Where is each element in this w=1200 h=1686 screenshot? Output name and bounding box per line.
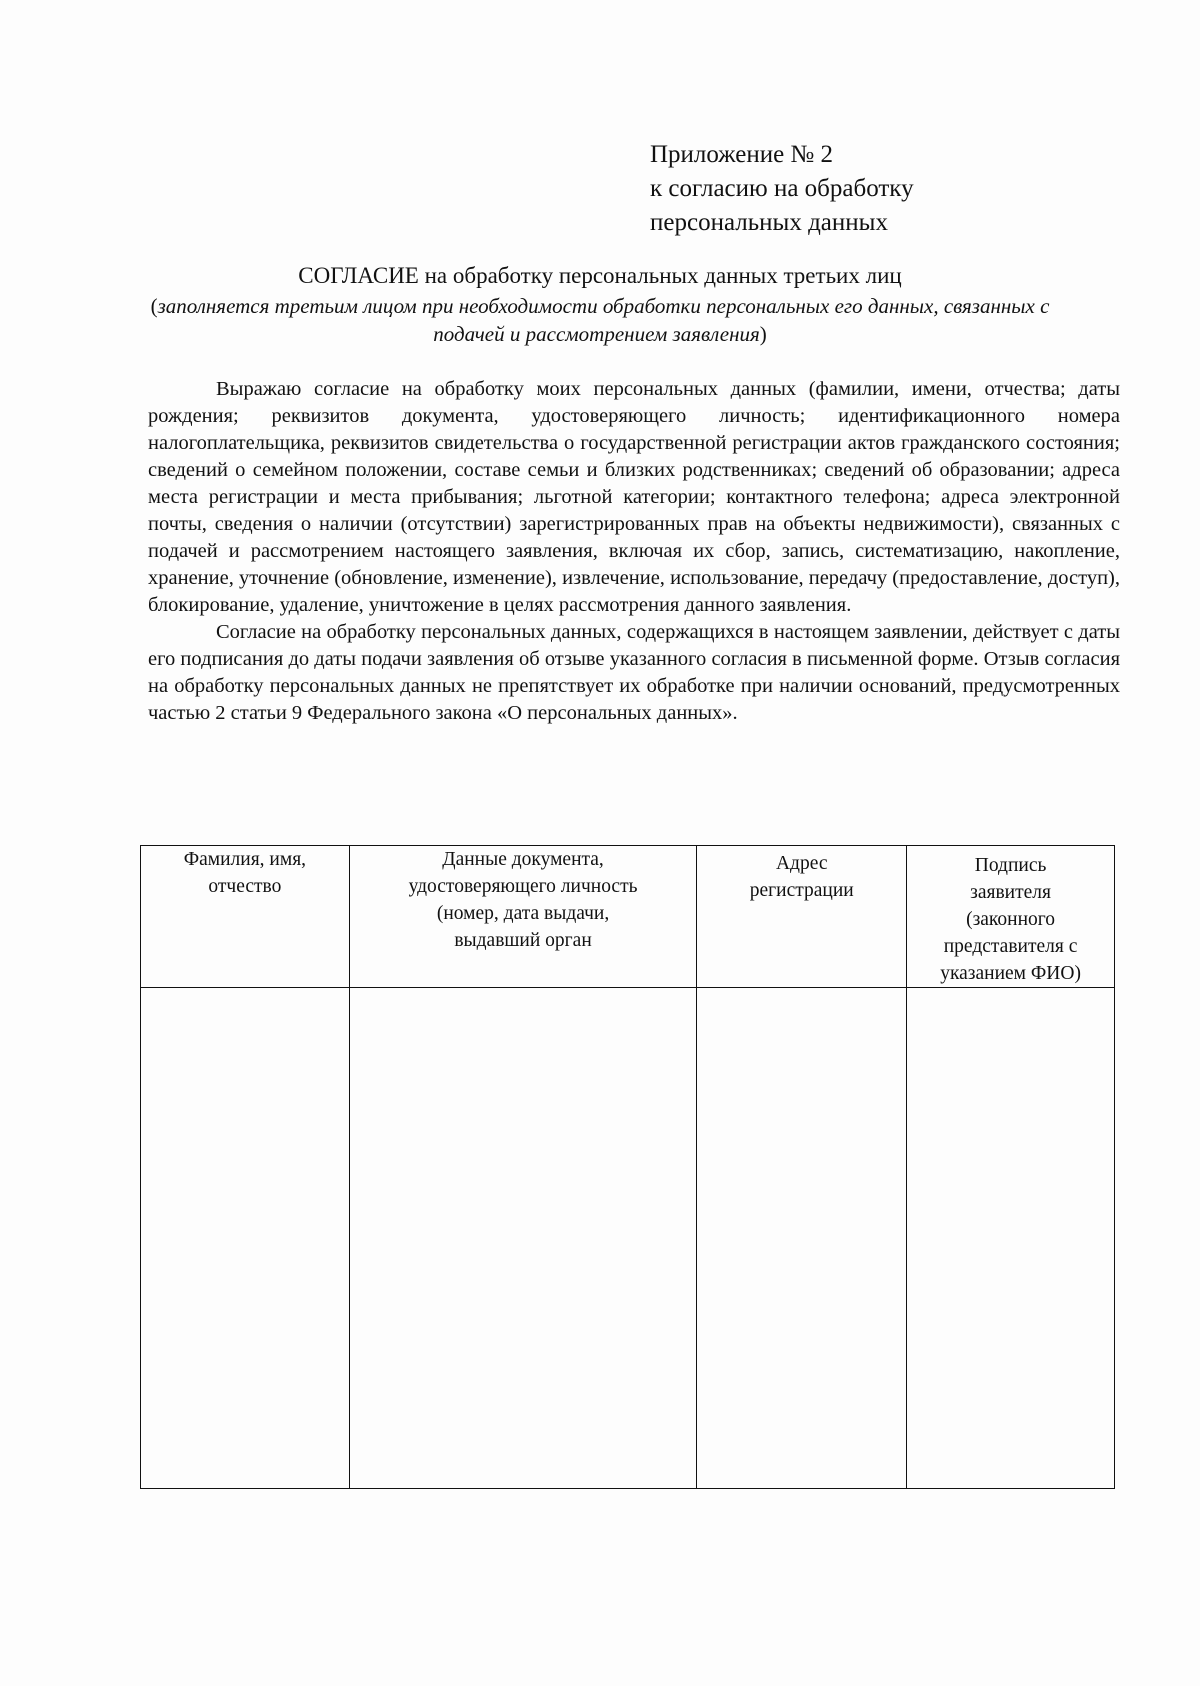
consent-table xyxy=(140,845,1115,1489)
appendix-line-2: к согласию на обработку xyxy=(650,175,914,202)
appendix-note xyxy=(650,138,914,240)
cell-signature[interactable] xyxy=(907,988,1115,1489)
subtitle-close-paren: ) xyxy=(759,322,767,346)
appendix-line-3: персональных данных xyxy=(650,209,888,236)
document-title: СОГЛАСИЕ на обработку персональных данных третьих лиц xyxy=(298,263,902,288)
cell-full-name[interactable] xyxy=(141,988,350,1489)
table-row xyxy=(141,988,1115,1489)
header-identity-document-text: Данные документа, удостоверяющего личность (номер, дата выдачи, выдавший орган xyxy=(408,849,638,951)
header-registration-address xyxy=(697,846,907,988)
header-signature-text: Подпись заявителя (законного представителя с указанием ФИО) xyxy=(940,855,1081,984)
appendix-line-1: Приложение № 2 xyxy=(650,141,834,168)
subtitle-italic-text: заполняется третьим лицом при необходимости обработки персональных его данных, связанных с подачей и рассмотрением заявления xyxy=(157,294,1050,346)
consent-paragraph-1: Выражаю согласие на обработку моих персональных данных (фамилии, имени, отчества; даты рождения; реквизитов документа, удостоверяющего личность; идентификационного номера налогоплательщика, реквизитов свидетельства о государственной регистрации актов гражданского состояния; сведений о семейном положении, составе семьи и близких родственниках; сведений об образовании; адреса места регистрации и места прибывания; льготной категории; контактного телефона; адреса электронной почты, сведения о наличии (отсутствии) зарегистрированных прав на объекты недвижимости), связанных с подачей и рассмотрением настоящего заявления, включая их сбор, запись, систематизацию, накопление, хранение, уточнение (обновление, изменение), извлечение, использование, передачу (предоставление, доступ), блокирование, удаление, уничтожение в целях рассмотрения данного заявления. xyxy=(148,378,1120,616)
table-header-row xyxy=(141,846,1115,988)
header-identity-document xyxy=(349,846,697,988)
header-registration-address-text: Адрес регистрации xyxy=(749,853,854,901)
cell-registration-address[interactable] xyxy=(697,988,907,1489)
consent-paragraph-2: Согласие на обработку персональных данных, содержащихся в настоящем заявлении, действует с даты его подписания до даты подачи заявления об отзыве указанного согласия в письменной форме. Отзыв согласия на обработку персональных данных не препятствует их обработке при наличии оснований, предусмотренных частью 2 статьи 9 Федерального закона «О персональных данных». xyxy=(148,621,1120,724)
subtitle-open-paren: ( xyxy=(150,294,158,318)
header-full-name xyxy=(141,846,350,988)
header-signature xyxy=(907,846,1115,988)
header-full-name-text: Фамилия, имя, отчество xyxy=(183,849,307,897)
consent-body xyxy=(148,376,1120,727)
cell-identity-document[interactable] xyxy=(349,988,697,1489)
document-subtitle xyxy=(150,292,1050,348)
